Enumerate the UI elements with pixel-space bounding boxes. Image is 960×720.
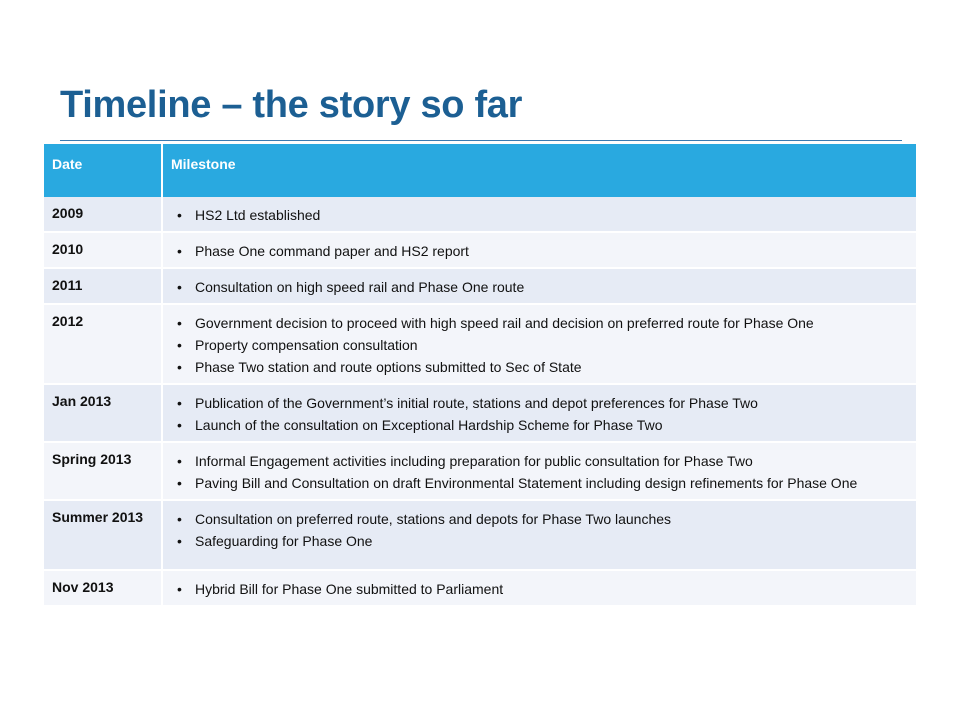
milestone-cell [162, 232, 916, 268]
date-cell: Spring 2013 [44, 442, 162, 500]
milestone-item: • HS2 Ltd established [171, 204, 908, 226]
milestone-item: • Phase One command paper and HS2 report [171, 240, 908, 262]
milestone-item: • Safeguarding for Phase One [171, 530, 908, 552]
milestone-item: • Consultation on high speed rail and Phase One route [171, 276, 908, 298]
milestone-item: • Launch of the consultation on Exceptional Hardship Scheme for Phase Two [171, 414, 908, 436]
title-divider [60, 140, 902, 141]
milestone-item: • Government decision to proceed with high speed rail and decision on preferred route for Phase One [171, 312, 908, 334]
date-cell: 2009 [44, 197, 162, 232]
milestone-list [171, 312, 908, 378]
date-cell: 2010 [44, 232, 162, 268]
milestone-cell [162, 500, 916, 570]
milestone-list [171, 578, 908, 600]
column-header-milestone: Milestone [162, 144, 916, 197]
milestone-list [171, 450, 908, 494]
timeline-table [44, 144, 916, 607]
table-header-row [44, 144, 916, 197]
milestone-cell [162, 570, 916, 606]
milestone-cell [162, 442, 916, 500]
milestone-item: • Hybrid Bill for Phase One submitted to Parliament [171, 578, 908, 600]
table-row [44, 384, 916, 442]
milestone-list [171, 276, 908, 298]
milestone-list [171, 392, 908, 436]
milestone-item: • Consultation on preferred route, stations and depots for Phase Two launches [171, 508, 908, 530]
milestone-list [171, 240, 908, 262]
date-cell: Jan 2013 [44, 384, 162, 442]
date-cell: 2012 [44, 304, 162, 384]
column-header-date: Date [44, 144, 162, 197]
table-row [44, 197, 916, 232]
milestone-item: • Informal Engagement activities including preparation for public consultation for Phase Two [171, 450, 908, 472]
table-row [44, 442, 916, 500]
page-title: Timeline – the story so far [60, 84, 523, 126]
milestone-list [171, 204, 908, 226]
milestone-list [171, 508, 908, 552]
table-row [44, 268, 916, 304]
date-cell: Nov 2013 [44, 570, 162, 606]
table-row [44, 304, 916, 384]
milestone-cell [162, 384, 916, 442]
table-row [44, 232, 916, 268]
milestone-cell [162, 304, 916, 384]
milestone-cell [162, 197, 916, 232]
milestone-item: • Property compensation consultation [171, 334, 908, 356]
milestone-cell [162, 268, 916, 304]
milestone-item: • Paving Bill and Consultation on draft Environmental Statement including design refinements for Phase One [171, 472, 908, 494]
table-row [44, 570, 916, 606]
date-cell: Summer 2013 [44, 500, 162, 570]
milestone-item: • Phase Two station and route options submitted to Sec of State [171, 356, 908, 378]
milestone-item: • Publication of the Government’s initial route, stations and depot preferences for Phase Two [171, 392, 908, 414]
date-cell: 2011 [44, 268, 162, 304]
table-row [44, 500, 916, 570]
